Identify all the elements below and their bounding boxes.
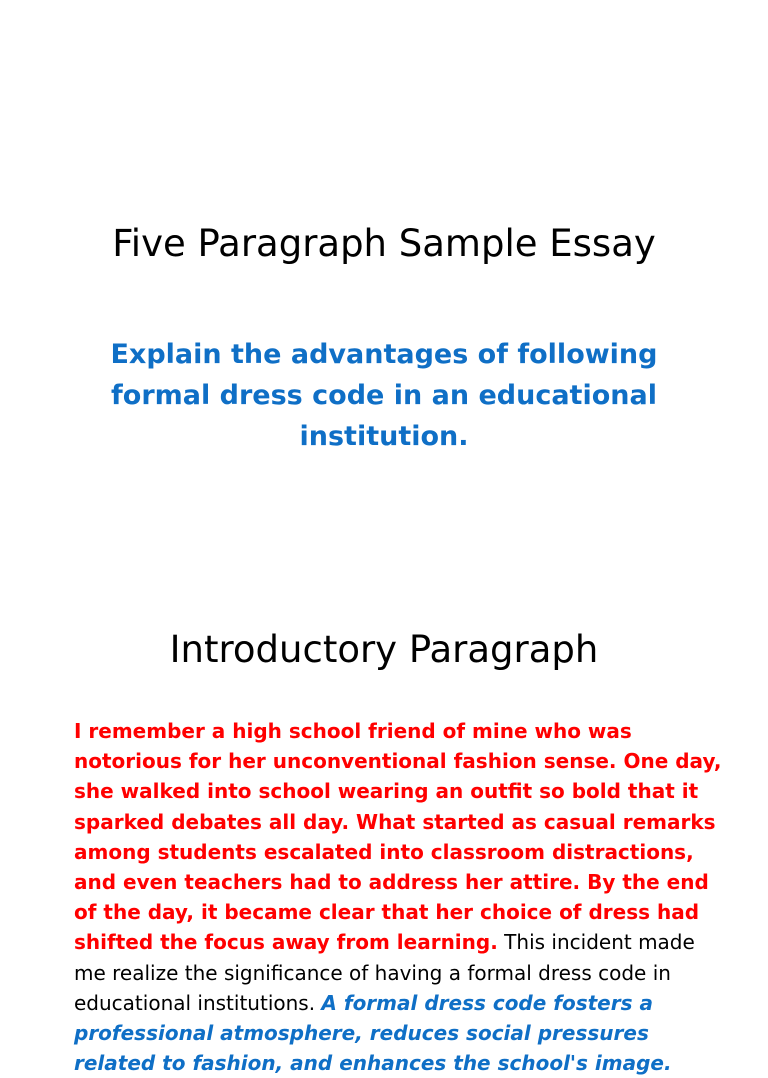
essay-title: Five Paragraph Sample Essay [112, 222, 656, 265]
thesis-statement: A formal dress code fosters a professional atmosphere, reduces social pressures related to fashion, and enhances the school's image. [74, 990, 672, 1076]
transition-sentence: This incident made me realize the significance of having a formal dress code in educational institutions. [74, 930, 695, 1015]
section-title: Introductory Paragraph [169, 628, 599, 671]
introductory-paragraph [74, 716, 724, 1078]
essay-prompt: Explain the advantages of following formal dress code in an educational institution. [110, 339, 658, 452]
hook-sentence: I remember a high school friend of mine who was notorious for her unconventional fashion sense. One day, she walked into school wearing an outfit so bold that it sparked debates all day. What started as casual remarks among students escalated into classroom distractions, and even teachers had to address her attire. By the end of the day, it became clear that her choice of dress had shifted the focus away from learning. [74, 719, 722, 955]
